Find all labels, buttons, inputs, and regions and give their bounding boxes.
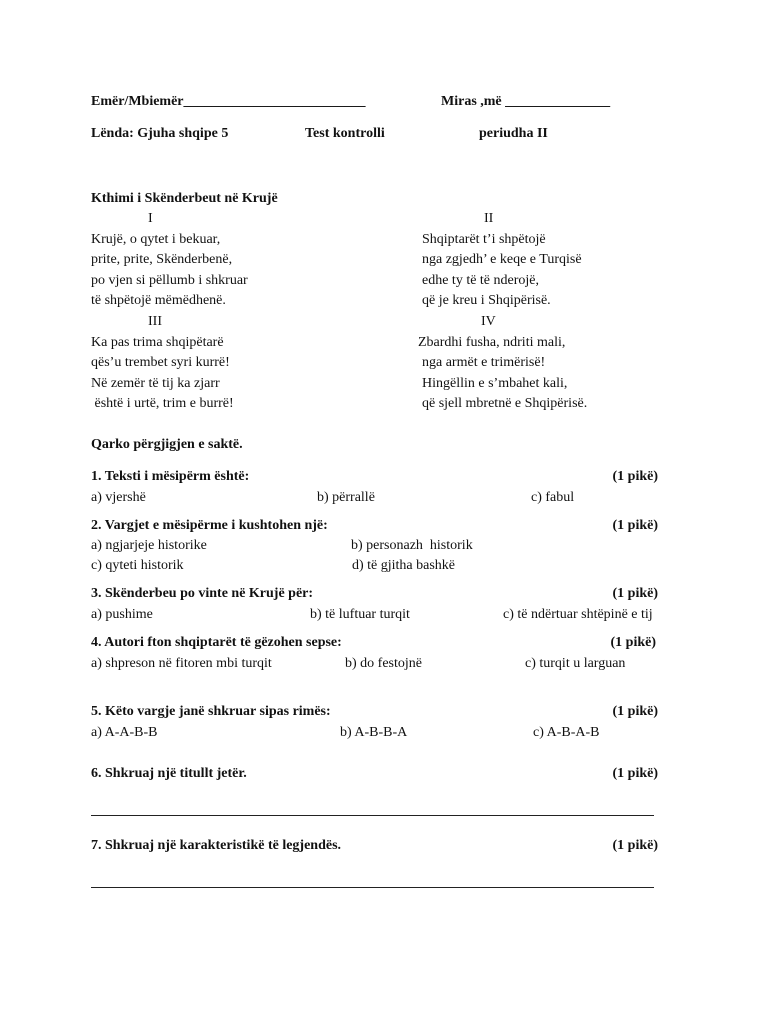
stanza-number: IV [481,314,496,329]
answer-option[interactable]: a) pushime [91,607,153,622]
instruction-text: Qarko përgjigjen e saktë. [91,437,243,452]
question-text: 1. Teksti i mësipërm është: [91,469,250,484]
question-points: (1 pikë) [612,586,658,601]
answer-option[interactable]: a) shpreson në fitoren mbi turqit [91,656,272,671]
subject-label: Lënda: Gjuha shqipe 5 [91,126,229,141]
grade-field-label: Miras ,më _______________ [441,94,611,109]
question-text: 6. Shkruaj një titullt jetër. [91,766,247,781]
answer-option[interactable]: c) A-B-A-B [533,725,600,740]
question-points: (1 pikë) [612,518,658,533]
poem-line: Zbardhi fusha, ndriti mali, [418,335,566,350]
answer-option[interactable]: a) vjershë [91,490,146,505]
poem-line: edhe ty të të nderojë, [422,273,540,288]
answer-option[interactable]: d) të gjitha bashkë [352,558,456,573]
answer-option[interactable]: b) A-B-B-A [340,725,408,740]
answer-option[interactable]: b) përrallë [317,490,375,505]
poem-line: që sjell mbretnë e Shqipërisë. [422,396,588,411]
stanza-number: III [148,314,162,329]
question-points: (1 pikë) [612,766,658,781]
question-points: (1 pikë) [612,469,658,484]
answer-option[interactable]: c) të ndërtuar shtëpinë e tij [503,607,653,622]
answer-line[interactable] [91,887,654,888]
question-points: (1 pikë) [612,838,658,853]
poem-line: prite, prite, Skënderbenë, [91,252,233,267]
question-text: 2. Vargjet e mësipërme i kushtohen një: [91,518,328,533]
poem-title: Kthimi i Skënderbeut në Krujë [91,191,278,206]
answer-line[interactable] [91,815,654,816]
test-type-label: Test kontrolli [305,126,385,141]
answer-option[interactable]: a) ngjarjeje historike [91,538,207,553]
stanza-number: I [148,211,153,226]
poem-line: që je kreu i Shqipërisë. [422,293,551,308]
question-text: 3. Skënderbeu po vinte në Krujë për: [91,586,314,601]
answer-option[interactable]: c) fabul [531,490,575,505]
poem-line: Hingëllin e s’mbahet kali, [422,376,568,391]
answer-option[interactable]: c) turqit u larguan [525,656,626,671]
poem-line: Shqiptarët t’i shpëtojë [422,232,546,247]
poem-line: qës’u trembet syri kurrë! [91,355,230,370]
poem-line: nga armët e trimërisë! [422,355,546,370]
poem-line: Krujë, o qytet i bekuar, [91,232,221,247]
poem-line: Ka pas trima shqipëtarë [91,335,224,350]
question-text: 5. Këto vargje janë shkruar sipas rimës: [91,704,331,719]
question-text: 4. Autori fton shqiptarët të gëzohen sepse: [91,635,342,650]
poem-line: të shpëtojë mëmëdhenë. [91,293,226,308]
stanza-number: II [484,211,494,226]
poem-line: po vjen si pëllumb i shkruar [91,273,248,288]
poem-line: Në zemër të tij ka zjarr [91,376,220,391]
answer-option[interactable]: c) qyteti historik [91,558,184,573]
name-field-label: Emër/Mbiemër__________________________ [91,94,366,109]
question-text: 7. Shkruaj një karakteristikë të legjendës. [91,838,342,853]
answer-option[interactable]: b) të luftuar turqit [310,607,410,622]
answer-option[interactable]: b) personazh historik [351,538,473,553]
answer-option[interactable]: a) A-A-B-B [91,725,158,740]
poem-line: nga zgjedh’ e keqe e Turqisë [422,252,582,267]
period-label: periudha II [479,126,548,141]
question-points: (1 pikë) [610,635,656,650]
question-points: (1 pikë) [612,704,658,719]
answer-option[interactable]: b) do festojnë [345,656,422,671]
poem-line: është i urtë, trim e burrë! [91,396,234,411]
